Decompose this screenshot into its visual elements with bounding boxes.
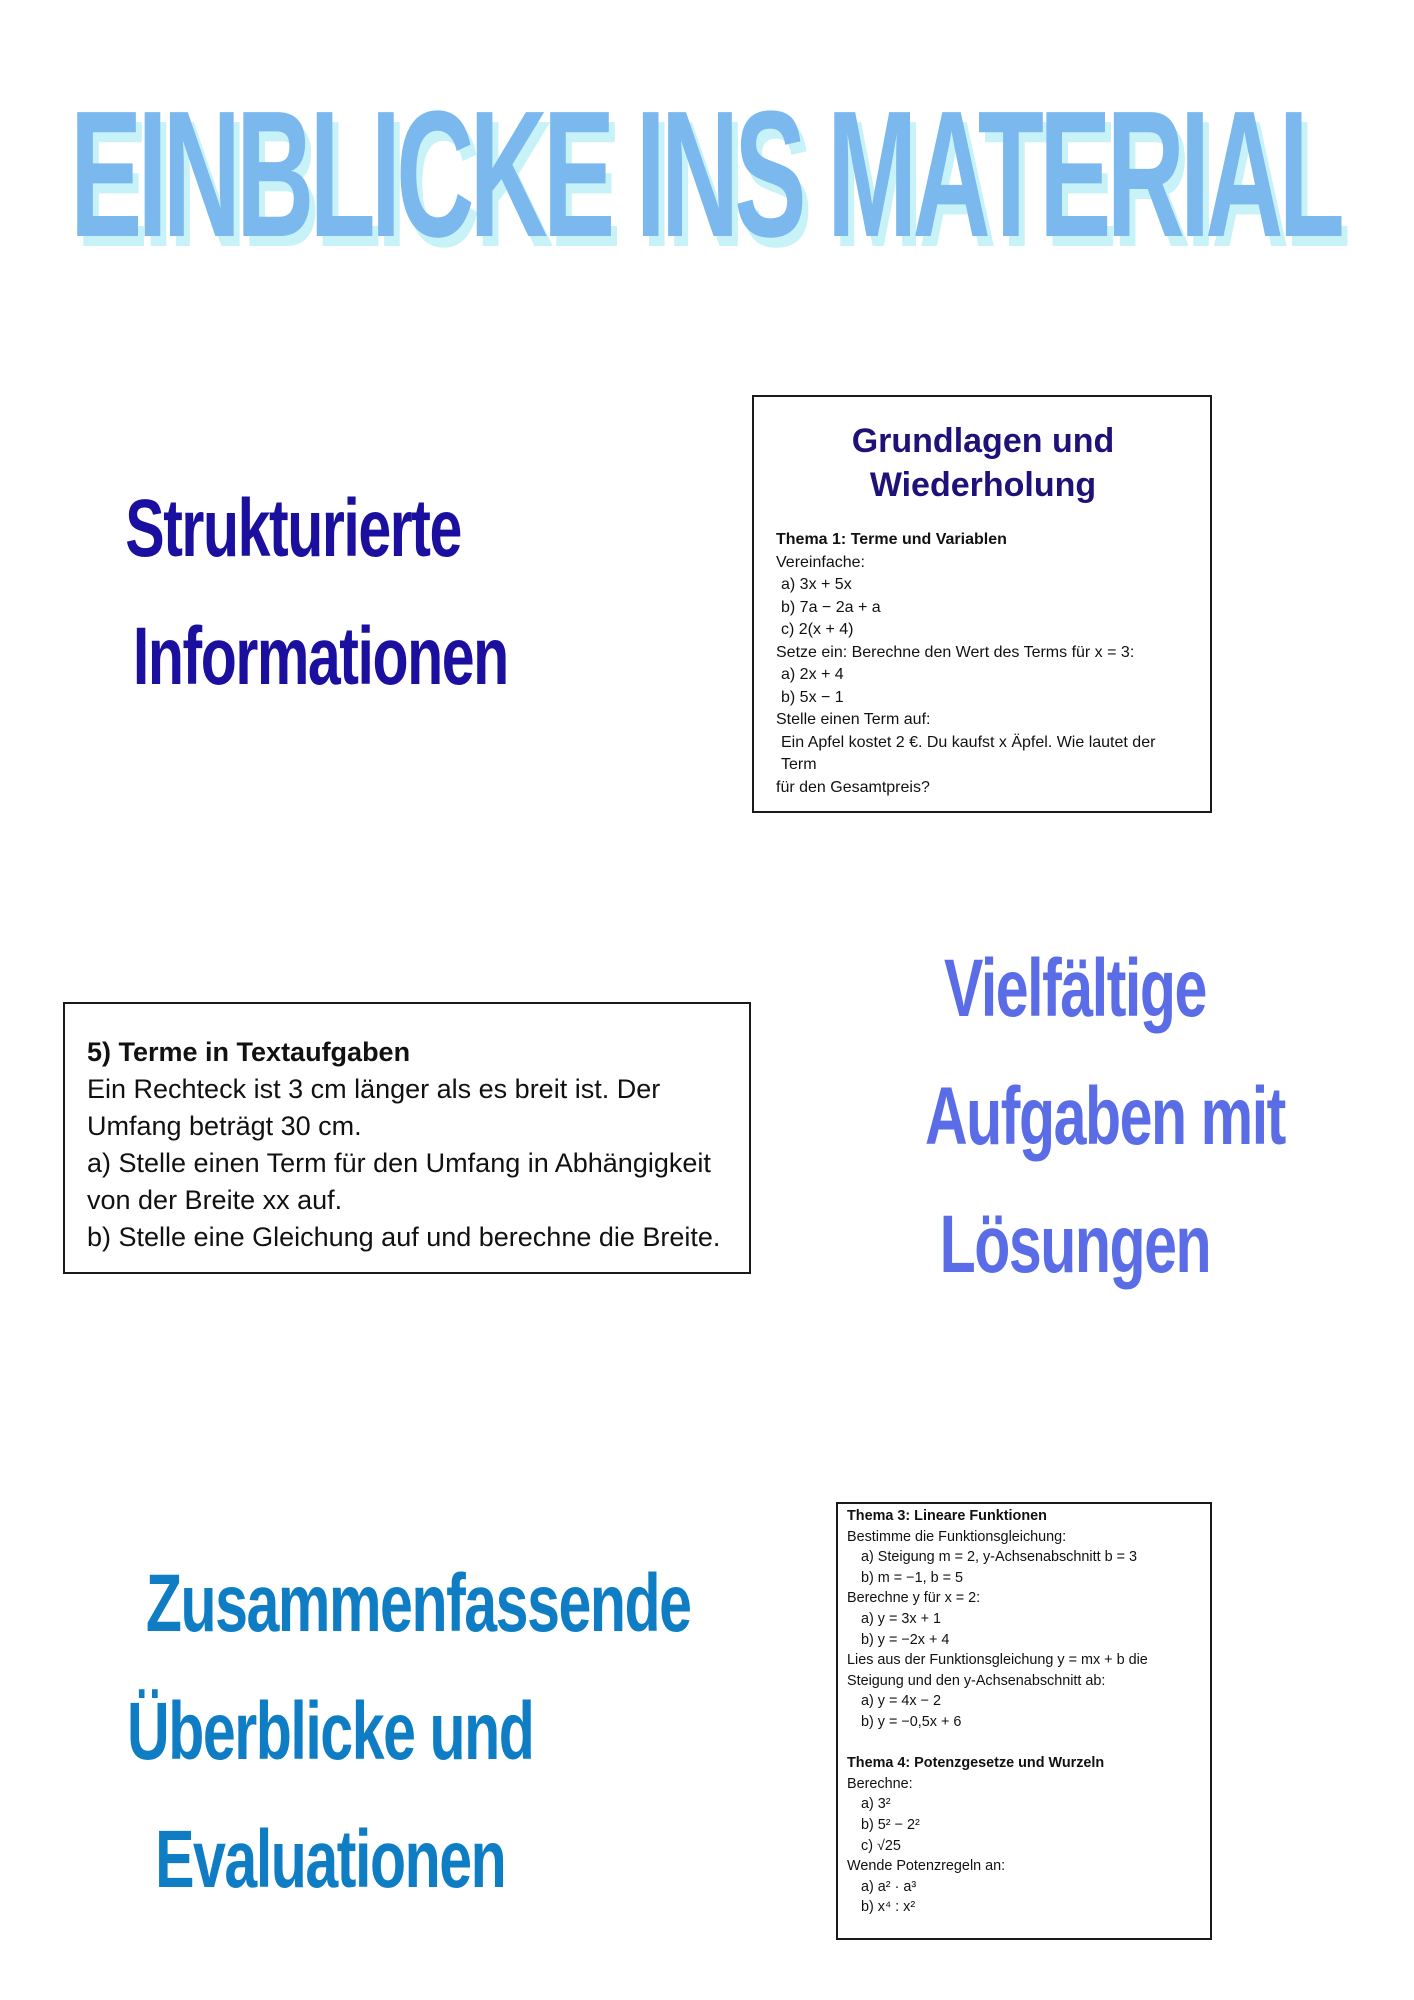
heading-summary-overviews <box>40 1540 691 1924</box>
task-line: Setze ein: Berechne den Wert des Terms für x = 3: <box>776 643 1135 661</box>
task-line: c) 2(x + 4) <box>781 621 854 638</box>
heading-line: Zusammenfassende <box>145 1558 691 1649</box>
task-line: b) x⁴ : x² <box>861 1899 916 1916</box>
task-line: b) m = −1, b = 5 <box>861 1569 963 1586</box>
task-line: Berechne y für x = 2: <box>847 1590 981 1607</box>
task-line: Ein Apfel kostet 2 €. Du kaufst x Äpfel. Wie lautet der Term <box>781 733 1156 773</box>
task-line: Steigung und den y-Achsenabschnitt ab: <box>847 1672 1106 1689</box>
heading-line: Evaluationen <box>154 1814 506 1905</box>
task-line: Berechne: <box>847 1775 913 1792</box>
task-line: Wende Potenzregeln an: <box>847 1858 1006 1875</box>
task-line: a) 3x + 5x <box>781 576 852 593</box>
topic-heading: Thema 1: Terme und Variablen <box>776 531 1007 548</box>
worksheet-title <box>776 419 1190 507</box>
worksheet-title-line: Grundlagen und <box>851 422 1115 460</box>
task-line: Vereinfache: <box>776 553 865 571</box>
worksheet-body <box>776 529 1190 799</box>
task-line: a) Steigung m = 2, y-Achsenabschnitt b = 3 <box>861 1549 1137 1566</box>
task-line: b) 5x − 1 <box>781 688 844 706</box>
heading-line: Informationen <box>132 611 508 702</box>
topic-heading: Thema 3: Lineare Funktionen <box>847 1508 1047 1524</box>
task-line: Lies aus der Funktionsgleichung y = mx + b die <box>847 1652 1148 1669</box>
heading-line: Lösungen <box>939 1199 1211 1290</box>
task-line: Stelle einen Term auf: <box>776 711 931 728</box>
worksheet-preview-functions <box>836 1502 1212 1940</box>
task-line: a) y = 3x + 1 <box>861 1610 941 1627</box>
task-line: a) 2x + 4 <box>781 666 844 683</box>
task-line: a) y = 4x − 2 <box>861 1693 941 1710</box>
heading-line: Vielfältige <box>944 943 1206 1034</box>
task-line: b) 7a − 2a + a <box>781 598 881 616</box>
task-line: a) 3² <box>861 1796 891 1813</box>
task-line: Bestimme die Funktionsgleichung: <box>847 1528 1067 1545</box>
heading-varied-tasks <box>855 925 1295 1309</box>
worksheet-body <box>87 1034 727 1256</box>
task-heading: 5) Terme in Textaufgaben <box>87 1037 411 1067</box>
heading-line: Aufgaben mit <box>924 1071 1285 1162</box>
worksheet-body <box>847 1506 1200 1918</box>
worksheet-preview-basics <box>752 395 1212 813</box>
task-line: a) a² · a³ <box>861 1878 917 1895</box>
spacer <box>847 1733 1200 1754</box>
task-line: von der Breite xx auf. <box>87 1185 343 1215</box>
worksheet-preview-text-tasks <box>63 1002 751 1274</box>
task-line: b) y = −0,5x + 6 <box>861 1713 962 1730</box>
task-line: b) y = −2x + 4 <box>861 1631 950 1648</box>
task-line: b) Stelle eine Gleichung auf und berechne die Breite. <box>87 1222 721 1252</box>
task-line: Ein Rechteck ist 3 cm länger als es breit ist. Der <box>87 1074 661 1104</box>
task-line: für den Gesamtpreis? <box>776 778 930 796</box>
task-line: b) 5² − 2² <box>861 1816 920 1833</box>
heading-line: Strukturierte <box>125 483 461 574</box>
topic-heading: Thema 4: Potenzgesetze und Wurzeln <box>847 1755 1105 1772</box>
heading-structured-information <box>60 465 508 721</box>
page-title: EINBLICKE INS MATERIAL <box>70 74 1340 275</box>
task-line: a) Stelle einen Term für den Umfang in Abhängigkeit <box>87 1148 711 1178</box>
heading-line: Überblicke und <box>126 1686 534 1777</box>
task-line: c) √25 <box>861 1837 901 1854</box>
task-line: Umfang beträgt 30 cm. <box>87 1111 362 1141</box>
worksheet-title-line: Wiederholung <box>869 466 1097 504</box>
